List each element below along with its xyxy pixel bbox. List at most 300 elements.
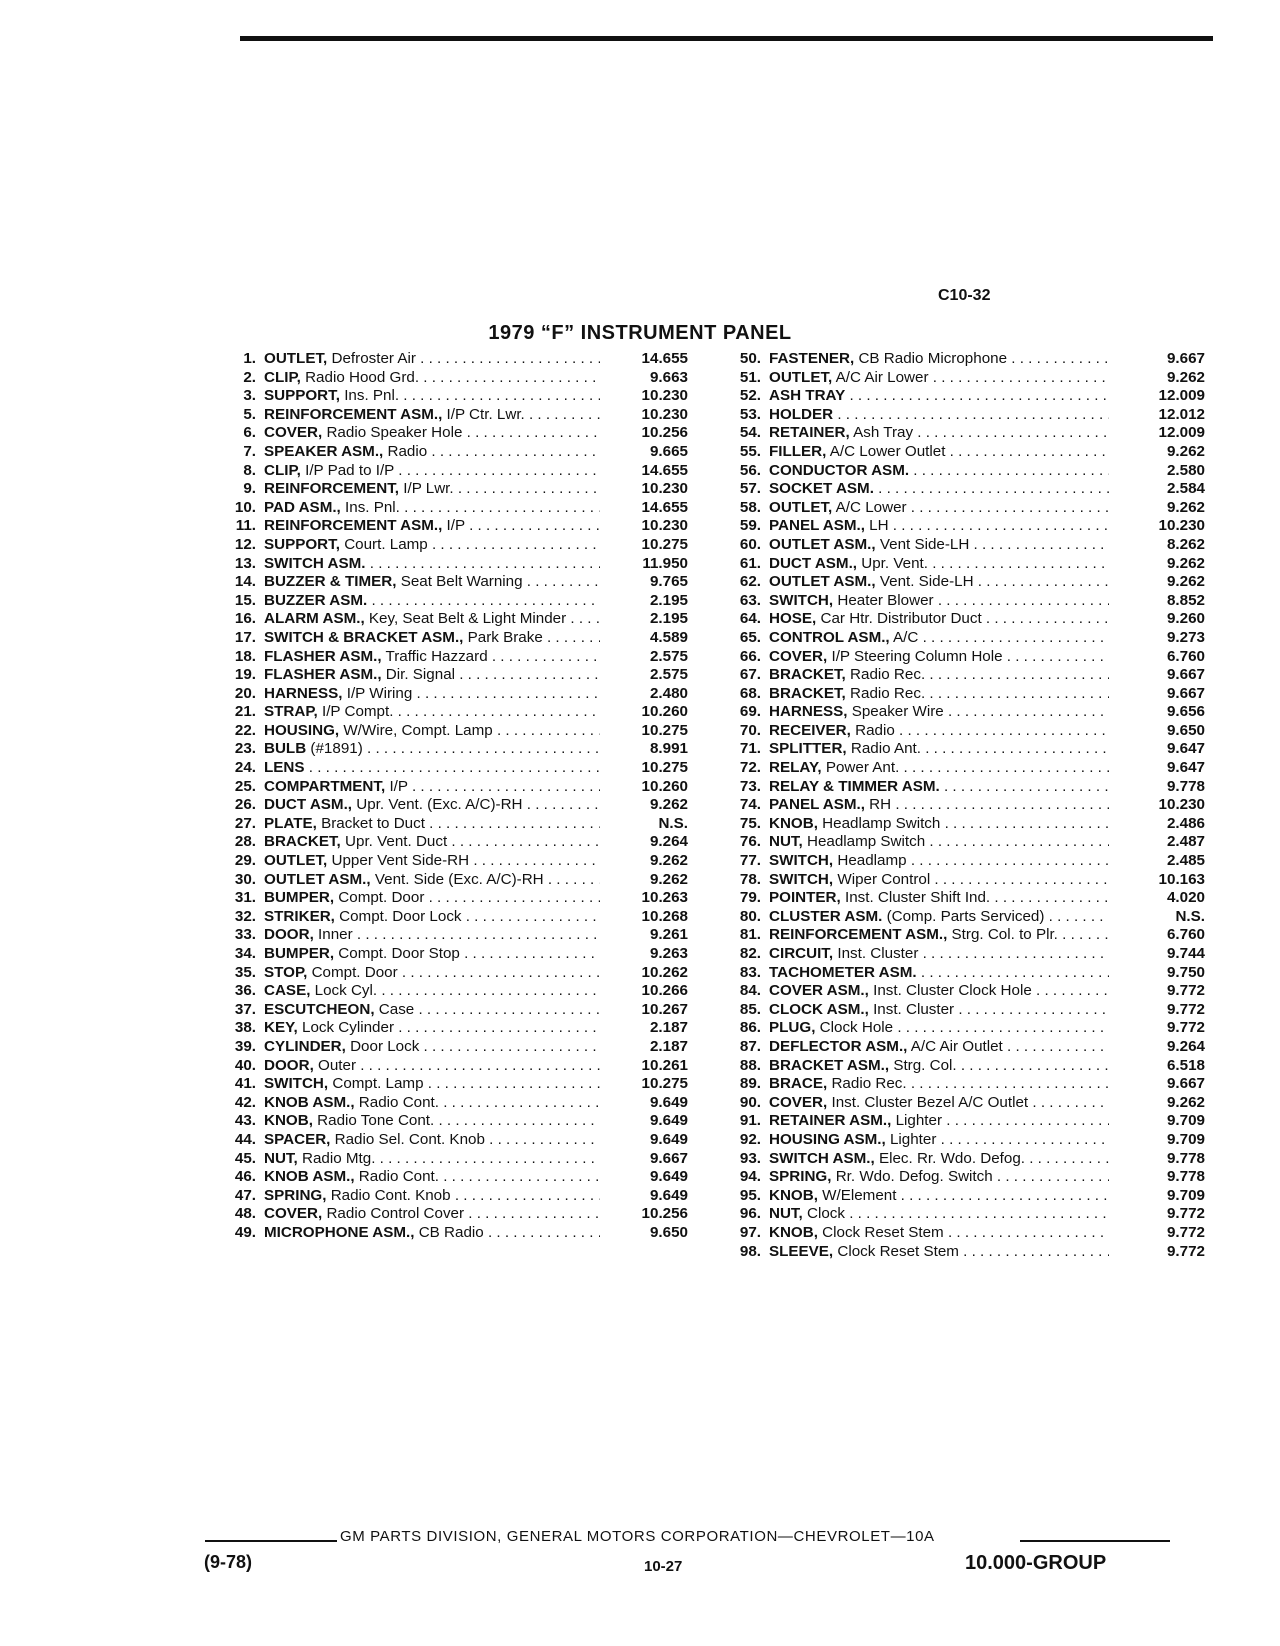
list-item (210, 722, 688, 741)
item-group-number: 9.772 (1166, 1242, 1205, 1260)
item-description (264, 796, 600, 815)
item-group-number: 9.709 (1166, 1130, 1205, 1148)
list-item (715, 852, 1205, 871)
item-number: 10. (234, 498, 256, 516)
item-name: COVER, (769, 1093, 828, 1111)
item-body (769, 666, 1205, 685)
item-detail: Lighter . . . (896, 1112, 1109, 1129)
item-detail: Heater Blower . . . (837, 592, 1109, 609)
item-group-number: 9.663 (649, 368, 688, 386)
item-body (769, 982, 1205, 1001)
item-number: 2. (243, 368, 256, 386)
item-name: OUTLET, (264, 852, 328, 870)
item-detail: LH . . . (869, 517, 1109, 534)
item-description (769, 982, 1109, 1001)
item-body (769, 815, 1205, 834)
item-description (769, 1205, 1109, 1224)
list-item (210, 1001, 688, 1020)
list-item (210, 926, 688, 945)
item-name: ALARM ASM., (264, 610, 365, 628)
item-group-number: 12.009 (1158, 424, 1205, 442)
item-description (264, 1150, 600, 1169)
item-number: 21. (234, 703, 256, 721)
item-description (769, 424, 1109, 443)
item-group-number: 9.667 (1166, 684, 1205, 702)
item-description (769, 1150, 1109, 1169)
list-item (210, 666, 688, 685)
item-group-number: 10.230 (1158, 517, 1205, 535)
item-number: 7. (243, 442, 256, 460)
item-name: SLEEVE, (769, 1242, 834, 1260)
item-number: 88. (739, 1056, 761, 1074)
item-group-number: 9.772 (1166, 1205, 1205, 1223)
item-body (769, 517, 1205, 536)
item-number: 63. (739, 591, 761, 609)
item-number: 94. (739, 1168, 761, 1186)
item-name: COMPARTMENT, (264, 777, 386, 795)
item-body (769, 796, 1205, 815)
item-group-number: 9.772 (1166, 1000, 1205, 1018)
item-number: 54. (739, 424, 761, 442)
item-detail: A/C Air Outlet . . . (911, 1038, 1109, 1055)
item-description (264, 499, 600, 518)
item-detail: Wiper Control . . . (837, 871, 1109, 888)
item-detail: W/Wire, Compt. Lamp . . . (343, 722, 600, 739)
item-number: 77. (739, 852, 761, 870)
item-name: CIRCUIT, (769, 945, 834, 962)
item-detail: Traffic Hazzard . . . (386, 648, 600, 665)
item-name: PANEL ASM., (769, 796, 865, 814)
item-body (264, 1075, 688, 1094)
item-group-number: 10.230 (641, 480, 688, 498)
item-body (264, 536, 688, 555)
item-description (264, 871, 600, 890)
item-body (769, 926, 1205, 945)
item-group-number: 2.584 (1166, 480, 1205, 498)
item-name: KNOB, (769, 814, 818, 832)
item-group-number: 10.263 (641, 889, 688, 907)
item-body (769, 740, 1205, 759)
item-name: STRIKER, (264, 907, 335, 925)
footer-page-number: 10-27 (644, 1558, 683, 1575)
item-body (769, 1224, 1205, 1243)
item-detail: Radio Rec. . . . (831, 1075, 1109, 1092)
item-name: SUPPORT, (264, 535, 340, 553)
item-group-number: 2.485 (1166, 852, 1205, 870)
list-item (715, 778, 1205, 797)
list-item (210, 1187, 688, 1206)
item-name: CLOCK ASM., (769, 1000, 869, 1018)
item-description (769, 685, 1109, 704)
item-body (264, 350, 688, 369)
item-number: 64. (739, 610, 761, 628)
list-item (210, 1168, 688, 1187)
item-description (769, 536, 1109, 555)
item-description (769, 480, 1109, 499)
item-number: 86. (739, 1019, 761, 1037)
item-description (264, 1131, 600, 1150)
item-detail: Clock Reset Stem . . . (822, 1224, 1109, 1241)
item-number: 70. (739, 721, 761, 739)
item-name: COVER, (264, 424, 323, 442)
item-number: 89. (739, 1075, 761, 1093)
item-number: 53. (739, 405, 761, 423)
item-detail (849, 387, 1109, 404)
item-description (264, 1187, 600, 1206)
item-name: COVER, (769, 647, 828, 665)
item-group-number: 9.273 (1166, 628, 1205, 646)
list-item (210, 1224, 688, 1243)
item-description (769, 629, 1109, 648)
item-number: 13. (234, 554, 256, 572)
item-number: 66. (739, 647, 761, 665)
item-group-number: 4.589 (649, 628, 688, 646)
item-description (769, 443, 1109, 462)
item-group-number: 9.649 (649, 1112, 688, 1130)
list-item (210, 387, 688, 406)
item-description (769, 740, 1109, 759)
item-description (769, 1057, 1109, 1076)
item-number: 11. (235, 517, 256, 535)
item-body (769, 424, 1205, 443)
item-group-number: 10.163 (1158, 870, 1205, 888)
item-description (769, 871, 1109, 890)
item-group-number: 2.486 (1166, 814, 1205, 832)
item-group-number: 10.267 (641, 1000, 688, 1018)
item-number: 39. (234, 1037, 256, 1055)
list-item (715, 443, 1205, 462)
item-body (264, 1168, 688, 1187)
item-group-number: N.S. (658, 814, 688, 832)
item-body (769, 1057, 1205, 1076)
item-detail: Seat Belt Warning . . . (401, 573, 600, 590)
item-group-number: 9.260 (1166, 610, 1205, 628)
item-number: 60. (739, 535, 761, 553)
item-number: 40. (234, 1056, 256, 1074)
item-detail: (Comp. Parts Serviced) . . . (887, 908, 1109, 925)
item-number: 32. (234, 907, 256, 925)
item-description (264, 1205, 600, 1224)
item-detail: I/P Steering Column Hole . . . (831, 648, 1109, 665)
item-description (769, 573, 1109, 592)
item-group-number: 10.230 (1158, 796, 1205, 814)
item-number: 47. (234, 1186, 256, 1204)
list-item (210, 852, 688, 871)
item-name: BRACE, (769, 1075, 828, 1093)
item-detail: A/C Air Lower . . . (836, 369, 1109, 386)
item-detail: Park Brake . . . (468, 629, 600, 646)
item-body (769, 889, 1205, 908)
list-item (210, 424, 688, 443)
item-body (769, 1168, 1205, 1187)
item-group-number: 9.656 (1166, 703, 1205, 721)
item-body (264, 1112, 688, 1131)
list-item (715, 666, 1205, 685)
item-description (769, 889, 1109, 908)
item-detail: Strg. Col. . . . (893, 1057, 1109, 1074)
item-group-number: 9.650 (1166, 721, 1205, 739)
item-description (769, 778, 1109, 797)
item-body (264, 740, 688, 759)
list-item (210, 629, 688, 648)
item-detail: Radio Speaker Hole . . . (326, 424, 600, 441)
item-detail: Vent Side-LH . . . (880, 536, 1109, 553)
item-name: CYLINDER, (264, 1037, 346, 1055)
item-name: COVER ASM., (769, 982, 869, 1000)
item-description (264, 740, 600, 759)
item-number: 22. (234, 721, 256, 739)
list-item (715, 406, 1205, 425)
item-number: 98. (739, 1242, 761, 1260)
item-description (264, 387, 600, 406)
list-item (210, 796, 688, 815)
item-group-number: 9.262 (649, 796, 688, 814)
list-item (210, 908, 688, 927)
list-item (715, 796, 1205, 815)
item-name: CASE, (264, 982, 311, 1000)
item-detail: Inst. Cluster . . . (837, 945, 1109, 962)
item-body (264, 629, 688, 648)
item-number: 95. (739, 1186, 761, 1204)
list-item (210, 462, 688, 481)
item-group-number: 9.647 (1166, 759, 1205, 777)
item-description (264, 350, 600, 369)
item-group-number: 8.852 (1166, 591, 1205, 609)
item-detail: I/P . . . (447, 517, 600, 534)
item-detail: Radio Rec. . . . (850, 685, 1109, 702)
item-number: 8. (243, 461, 256, 479)
item-detail (921, 964, 1109, 981)
item-number: 5. (243, 405, 256, 423)
item-number: 12. (234, 535, 256, 553)
item-detail: I/P . . . (389, 778, 600, 795)
item-name: SPRING, (264, 1186, 327, 1204)
item-number: 97. (739, 1223, 761, 1241)
item-detail: I/P Wiring . . . (347, 685, 600, 702)
footer-group: 10.000-GROUP (965, 1552, 1107, 1574)
item-number: 29. (234, 852, 256, 870)
item-name: DUCT ASM., (264, 796, 353, 814)
footer-date: (9-78) (204, 1552, 253, 1572)
list-item (715, 536, 1205, 555)
list-item (210, 815, 688, 834)
item-detail: I/P Ctr. Lwr. . . . (447, 406, 600, 423)
item-body (769, 945, 1205, 964)
item-group-number: 2.195 (649, 591, 688, 609)
item-name: HARNESS, (264, 684, 343, 702)
item-number: 75. (739, 814, 761, 832)
item-body (769, 610, 1205, 629)
item-detail: Clock . . . (807, 1205, 1109, 1222)
item-body (769, 703, 1205, 722)
item-name: SPRING, (769, 1168, 832, 1186)
item-description (264, 759, 600, 778)
item-detail: Strg. Col. to Plr. . . . (952, 926, 1109, 943)
item-body (769, 443, 1205, 462)
list-item (210, 778, 688, 797)
item-body (264, 592, 688, 611)
item-group-number: N.S. (1175, 907, 1205, 925)
item-description (769, 1168, 1109, 1187)
item-number: 79. (739, 889, 761, 907)
item-body (264, 1038, 688, 1057)
item-body (264, 871, 688, 890)
list-item (715, 462, 1205, 481)
item-group-number: 9.647 (1166, 740, 1205, 758)
item-number: 36. (234, 982, 256, 1000)
item-description (769, 1019, 1109, 1038)
item-description (264, 815, 600, 834)
item-name: SWITCH, (769, 870, 834, 888)
item-name: KNOB, (769, 1223, 818, 1241)
list-item (210, 982, 688, 1001)
item-description (769, 350, 1109, 369)
list-item (210, 1112, 688, 1131)
item-name: DOOR, (264, 926, 314, 944)
item-number: 59. (739, 517, 761, 535)
list-item (715, 908, 1205, 927)
item-detail: Lock Cyl. . . . (315, 982, 600, 999)
parts-list-right (715, 350, 1205, 1261)
item-detail: Key, Seat Belt & Light Minder . . . (369, 610, 600, 627)
item-name: BUMPER, (264, 889, 335, 907)
item-body (264, 424, 688, 443)
item-detail: Headlamp . . . (837, 852, 1109, 869)
list-item (210, 480, 688, 499)
item-name: SPEAKER ASM., (264, 442, 384, 460)
item-group-number: 9.744 (1166, 945, 1205, 962)
item-name: SPACER, (264, 1130, 331, 1148)
item-group-number: 9.262 (649, 852, 688, 870)
item-name: RETAINER ASM., (769, 1112, 892, 1130)
list-item (715, 703, 1205, 722)
item-group-number: 9.264 (1166, 1037, 1205, 1055)
item-number: 76. (739, 833, 761, 851)
item-name: DEFLECTOR ASM., (769, 1037, 908, 1055)
item-body (264, 685, 688, 704)
item-group-number: 10.266 (641, 982, 688, 1000)
item-name: REINFORCEMENT, (264, 480, 400, 498)
item-group-number: 10.260 (641, 703, 688, 721)
item-description (769, 1038, 1109, 1057)
item-description (769, 499, 1109, 518)
item-number: 46. (234, 1168, 256, 1186)
item-name: PLATE, (264, 814, 317, 832)
item-group-number: 10.256 (641, 1205, 688, 1223)
item-name: REINFORCEMENT ASM., (264, 517, 443, 535)
item-name: HOSE, (769, 610, 817, 628)
item-name: STRAP, (264, 703, 318, 721)
item-detail: I/P Compt. . . . (322, 703, 600, 720)
list-item (210, 592, 688, 611)
item-name: HOUSING, (264, 721, 340, 739)
item-description (264, 1001, 600, 1020)
list-item (715, 945, 1205, 964)
item-body (769, 852, 1205, 871)
item-number: 73. (739, 777, 761, 795)
item-body (769, 1001, 1205, 1020)
item-name: DOOR, (264, 1056, 314, 1074)
item-number: 18. (234, 647, 256, 665)
item-description (264, 1168, 600, 1187)
item-number: 1. (243, 350, 256, 367)
item-detail: Speaker Wire . . . (852, 703, 1109, 720)
list-item (210, 889, 688, 908)
item-group-number: 9.667 (1166, 350, 1205, 367)
item-body (264, 1094, 688, 1113)
item-group-number: 9.262 (1166, 498, 1205, 516)
item-description (769, 722, 1109, 741)
item-detail: Inner . . . (318, 926, 600, 943)
list-item (210, 1075, 688, 1094)
item-detail: Upr. Vent. (Exc. A/C)-RH . . . (356, 796, 600, 813)
list-item (715, 740, 1205, 759)
item-number: 84. (739, 982, 761, 1000)
item-group-number: 9.649 (649, 1093, 688, 1111)
item-name: NUT, (769, 1205, 803, 1223)
item-detail: Inst. Cluster Clock Hole . . . (873, 982, 1109, 999)
item-body (769, 480, 1205, 499)
item-name: SUPPORT, (264, 387, 340, 405)
item-description (264, 833, 600, 852)
item-body (264, 759, 688, 778)
item-body (264, 480, 688, 499)
item-detail: Clock Hole . . . (820, 1019, 1109, 1036)
item-detail: Radio Hood Grd. . . . (305, 369, 600, 386)
item-body (769, 722, 1205, 741)
item-number: 35. (234, 963, 256, 981)
item-body (769, 555, 1205, 574)
list-item (715, 592, 1205, 611)
item-number: 72. (739, 759, 761, 777)
item-body (769, 406, 1205, 425)
list-item (210, 443, 688, 462)
item-group-number: 10.268 (641, 907, 688, 925)
item-body (264, 1224, 688, 1243)
item-name: ESCUTCHEON, (264, 1000, 375, 1018)
item-name: OUTLET, (769, 368, 833, 386)
item-detail: Rr. Wdo. Defog. Switch . . . (836, 1168, 1109, 1185)
item-detail: A/C Lower . . . (836, 499, 1109, 516)
item-detail: Court. Lamp . . . (344, 536, 600, 553)
item-description (264, 517, 600, 536)
item-body (264, 926, 688, 945)
item-description (264, 889, 600, 908)
item-group-number: 10.262 (641, 963, 688, 981)
item-name: COVER, (264, 1205, 323, 1223)
item-group-number: 12.009 (1158, 387, 1205, 405)
item-name: FILLER, (769, 442, 827, 460)
item-body (769, 964, 1205, 983)
item-detail: Headlamp Switch . . . (807, 833, 1109, 850)
item-number: 55. (739, 442, 761, 460)
item-number: 38. (234, 1019, 256, 1037)
item-description (264, 1112, 600, 1131)
item-group-number: 2.195 (649, 610, 688, 628)
page-title: 1979 “F” INSTRUMENT PANEL (488, 322, 792, 344)
list-item (715, 1094, 1205, 1113)
item-group-number: 10.275 (641, 759, 688, 777)
item-body (769, 908, 1205, 927)
item-group-number: 9.262 (1166, 368, 1205, 386)
item-detail: Door Lock . . . (350, 1038, 600, 1055)
item-detail: Outer . . . (318, 1057, 600, 1074)
footer-division: GM PARTS DIVISION, GENERAL MOTORS CORPORATION—CHEVROLET—10A (340, 1528, 935, 1545)
list-item (715, 1131, 1205, 1150)
list-item (715, 610, 1205, 629)
item-detail (309, 759, 600, 776)
item-body (769, 1187, 1205, 1206)
